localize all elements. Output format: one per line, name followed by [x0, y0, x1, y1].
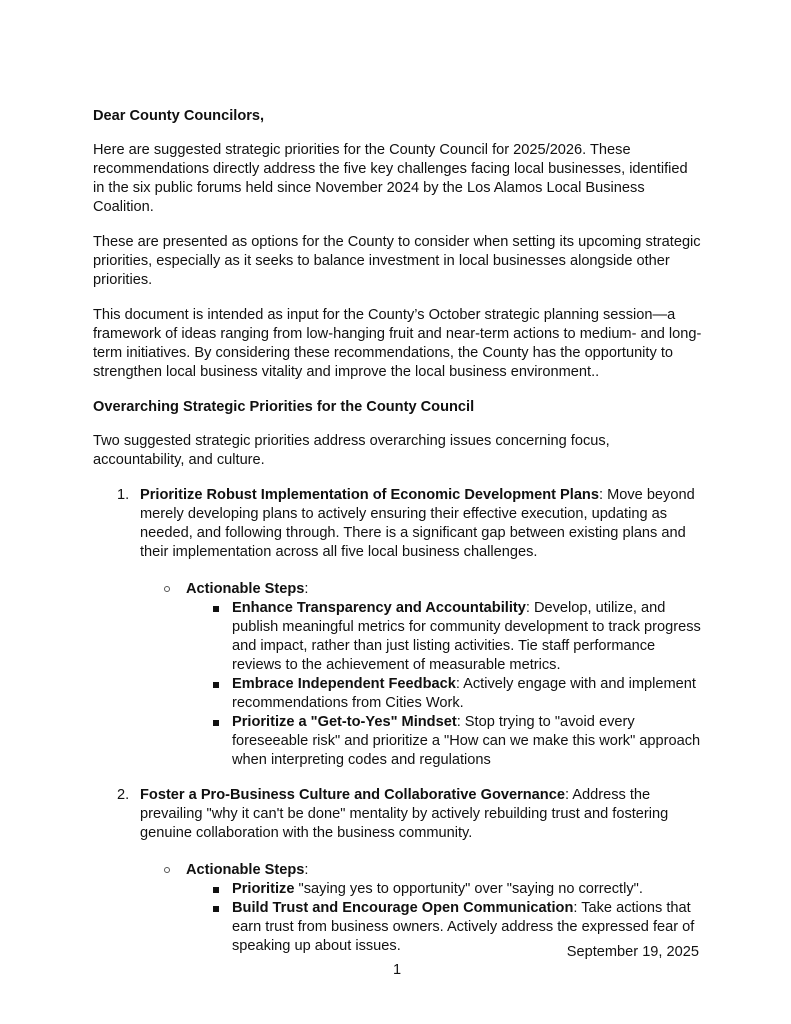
- step-text: : Stop trying to "avoid every foreseeable risk" and prioritize a "How can we make this work" approach when interpreting codes and regulations: [232, 714, 701, 768]
- step-text: "saying yes to opportunity" over "saying no correctly".: [294, 881, 643, 897]
- step-text: : Actively engage with and implement recommendations from Cities Work.: [232, 676, 696, 711]
- step-title: Embrace Independent Feedback: [232, 676, 456, 692]
- circle-bullet-icon: [164, 867, 170, 873]
- priority-title: Foster a Pro-Business Culture and Collaborative Governance: [140, 787, 565, 803]
- step-title: Prioritize: [232, 881, 295, 897]
- step-item: [186, 713, 703, 770]
- actionable-steps: Actionable Steps: Prioritize "saying yes to opportunity" over "saying no correctly". Build Trust and Encourage Open Communication: Take actions that earn trust from business owners. Actively address the expressed fear of speaking up about issues.: [140, 861, 703, 956]
- intro-paragraph-3: This document is intended as input for the County’s October strategic planning session—a framework of ideas ranging from low-hanging fruit and near-term actions to medium- and long-term initiatives. By considering these recommendations, the County has the opportunity to strengthen local business vitality and improve the local business environment..: [93, 307, 702, 380]
- intro-paragraph-2: These are presented as options for the County to consider when setting its upcoming strategic priorities, especially as it seeks to balance investment in local businesses alongside other priorities.: [93, 234, 701, 288]
- square-bullet-icon: [213, 720, 219, 726]
- page-number: 1: [393, 962, 402, 978]
- document-page: [93, 107, 703, 956]
- square-bullet-icon: [213, 682, 219, 688]
- step-text: : Take actions that earn trust from business owners. Actively address the expressed fear of speaking up about issues.: [232, 900, 695, 954]
- step-item: [186, 880, 703, 899]
- priority-text: : Move beyond merely developing plans to actively ensuring their effective execution, updating as needed, and following through. There is a significant gap between existing plans and their implementation across all five local business challenges.: [140, 487, 695, 560]
- square-bullet-icon: [213, 887, 219, 893]
- step-text: : Develop, utilize, and publish meaningful metrics for community development to track progress and impact, rather than just listing activities. Tie staff performance reviews to the achievement of measurable metrics.: [232, 600, 701, 673]
- actionable-steps: Actionable Steps: Enhance Transparency and Accountability: Develop, utilize, and publish meaningful metrics for community development to track progress and impact, rather than just listing activities. Tie staff performance reviews to the achievement of measurable metrics. Embrace Independent Feedback: Actively engage with and implement recommendations from Cities Work. Prioritize a "Get-to-Yes" Mindset: Stop trying to "avoid every foreseeable risk" and prioritize a "How can we make this work" approach when interpreting codes and regulations: [140, 580, 703, 770]
- list-number: 1.: [117, 487, 130, 503]
- list-number: 2.: [117, 787, 130, 803]
- priority-item-2: [93, 786, 703, 956]
- steps-label: Actionable Steps: [186, 862, 305, 878]
- priority-text: : Address the prevailing "why it can't be done" mentality by actively rebuilding trust and fostering genuine collaboration with the business community.: [140, 787, 669, 841]
- section-heading: Overarching Strategic Priorities for the County Council: [93, 399, 475, 415]
- square-bullet-icon: [213, 606, 219, 612]
- intro-paragraph-1: Here are suggested strategic priorities for the County Council for 2025/2026. These recommendations directly address the five key challenges facing local businesses, identified in the six public forums held since November 2024 by the Los Alamos Local Business Coalition.: [93, 142, 688, 215]
- step-title: Enhance Transparency and Accountability: [232, 600, 526, 616]
- priority-title: Prioritize Robust Implementation of Economic Development Plans: [140, 487, 599, 503]
- step-item: [186, 675, 703, 713]
- salutation: Dear County Councilors,: [93, 108, 265, 124]
- step-item: [186, 599, 703, 675]
- step-title: Build Trust and Encourage Open Communication: [232, 900, 574, 916]
- steps-label: Actionable Steps: [186, 581, 305, 597]
- square-bullet-icon: [213, 906, 219, 912]
- priority-item-1: [93, 486, 703, 770]
- circle-bullet-icon: [164, 586, 170, 592]
- section-intro: Two suggested strategic priorities address overarching issues concerning focus, accountability, and culture.: [93, 433, 610, 468]
- step-title: Prioritize a "Get-to-Yes" Mindset: [232, 714, 457, 730]
- footer-date: September 19, 2025: [566, 944, 699, 960]
